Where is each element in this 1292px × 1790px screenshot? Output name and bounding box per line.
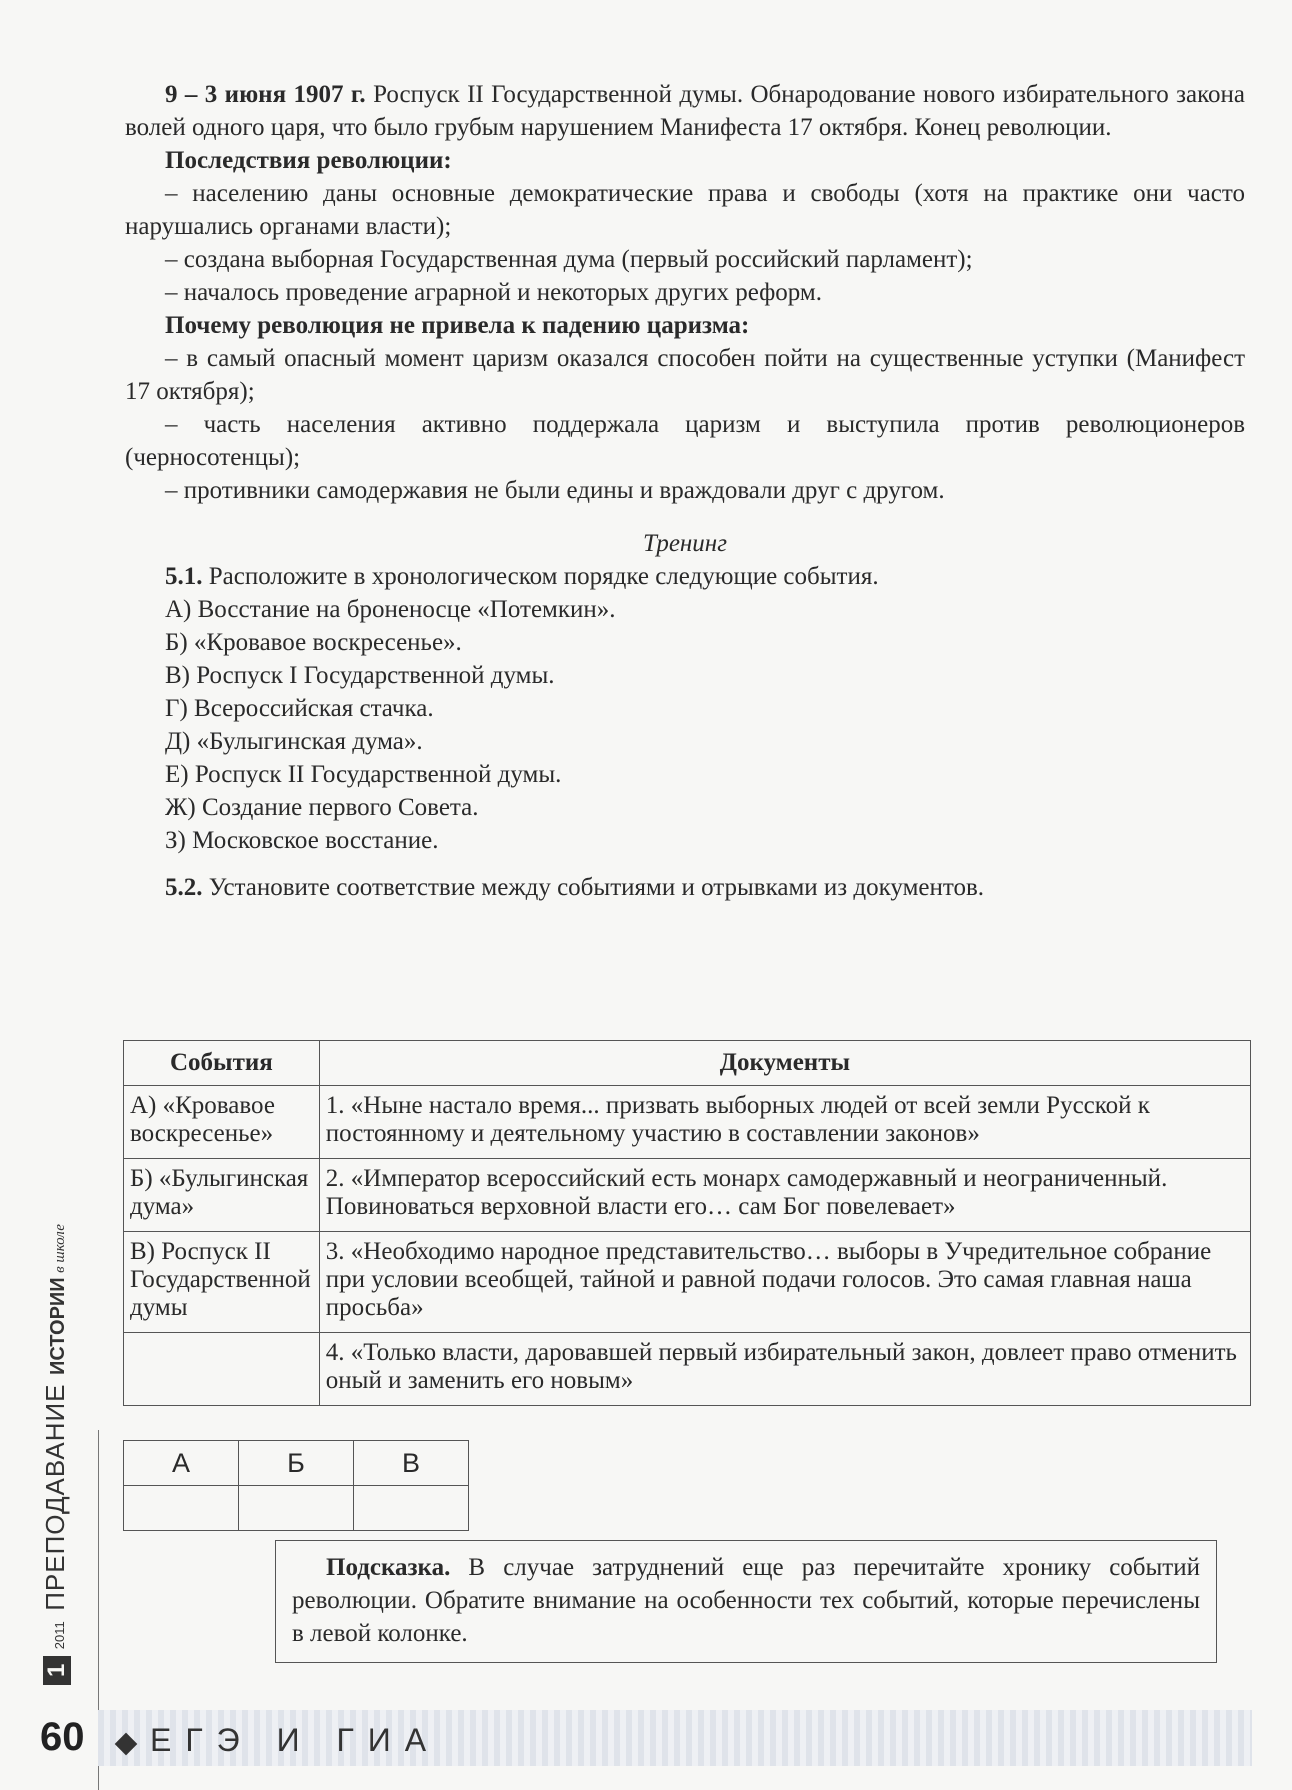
task-5-2-number: 5.2.	[165, 874, 203, 901]
table-header-documents: Документы	[319, 1041, 1250, 1086]
journal-year: 2011	[52, 1621, 67, 1650]
answer-grid	[123, 1440, 469, 1531]
consequence-item: – началось проведение аграрной и некоторых других реформ.	[165, 279, 822, 306]
answer-header-row	[124, 1441, 469, 1486]
consequences-heading: Последствия революции:	[165, 147, 452, 174]
matching-table	[123, 1040, 1251, 1406]
event-item: А) Восстание на броненосце «Потемкин».	[165, 596, 616, 623]
table-row	[124, 1159, 1251, 1232]
document-cell: 4. «Только власти, даровавшей первый избирательный закон, довлеет право отменить оный и заменить его новым»	[319, 1333, 1250, 1406]
journal-title-line1: ПРЕПОДАВАНИЕ	[40, 1383, 70, 1611]
why-item: – противники самодержавия не были едины и враждовали друг с другом.	[165, 477, 945, 504]
document-cell: 2. «Император всероссийский есть монарх самодержавный и неограниченный. Повиноваться верховной власти его… сам Бог повелевает»	[319, 1159, 1250, 1232]
event-item: Е) Роспуск II Государственной думы.	[165, 761, 562, 788]
journal-sidebar	[40, 1224, 71, 1685]
hint-text-wrapper	[292, 1551, 1200, 1650]
event-item: Д) «Булыгинская дума».	[165, 728, 423, 755]
table-row	[124, 1333, 1251, 1406]
event-cell: В) Роспуск II Государственной думы	[124, 1232, 320, 1333]
intro-paragraph	[125, 78, 1245, 144]
why-item: – часть населения активно поддержала царизм и выступила против революционеров (черносотенцы);	[125, 411, 1245, 471]
consequence-item: – создана выборная Государственная дума (первый российский парламент);	[165, 246, 973, 273]
event-item: В) Роспуск I Государственной думы.	[165, 662, 555, 689]
event-cell: А) «Кровавое воскресенье»	[124, 1086, 320, 1159]
hint-label: Подсказка.	[326, 1554, 451, 1581]
task-5-1-text: Расположите в хронологическом порядке следующие события.	[202, 563, 879, 590]
task-5-2-text: Установите соответствие между событиями и отрывками из документов.	[202, 874, 985, 901]
hint-box	[275, 1540, 1217, 1663]
answer-header-v: В	[354, 1441, 469, 1486]
event-item: З) Московское восстание.	[165, 827, 439, 854]
event-item: Г) Всероссийская стачка.	[165, 695, 434, 722]
journal-title-line3: в школе	[52, 1224, 68, 1273]
table-header-events: События	[124, 1041, 320, 1086]
event-list	[125, 593, 1245, 857]
intro-date: 9 – 3 июня 1907 г.	[165, 81, 366, 108]
answer-cell-b[interactable]	[239, 1486, 354, 1531]
intro-text: Роспуск II Государственной думы. Обнародование нового избирательного закона волей одного царя, что было грубым нарушением Манифеста 17 октября. Конец революции.	[125, 81, 1245, 141]
table-row	[124, 1086, 1251, 1159]
document-cell: 1. «Ныне настало время... призвать выборных людей от всей земли Русской к постоянному и деятельному участию в составлении законов»	[319, 1086, 1250, 1159]
table-header-row	[124, 1041, 1251, 1086]
page-number: 60	[40, 1715, 85, 1759]
answer-value-row	[124, 1486, 469, 1531]
training-title: Тренинг	[643, 530, 727, 557]
task-5-1-number: 5.1.	[165, 563, 203, 590]
event-item: Б) «Кровавое воскресенье».	[165, 629, 462, 656]
document-cell: 3. «Необходимо народное представительство… выборы в Учредительное собрание при условии всеобщей, тайной и равной подачи голосов. Это самая главная наша просьба»	[319, 1232, 1250, 1333]
event-cell	[124, 1333, 320, 1406]
consequence-item: – населению даны основные демократические права и свободы (хотя на практике они часто нарушались органами власти);	[125, 180, 1245, 240]
issue-number: 1	[43, 1656, 71, 1685]
task-5-2	[125, 871, 1245, 904]
event-cell: Б) «Булыгинская дума»	[124, 1159, 320, 1232]
event-item: Ж) Создание первого Совета.	[165, 794, 479, 821]
answer-header-b: Б	[239, 1441, 354, 1486]
section-name: ЕГЭ И ГИА	[150, 1722, 441, 1758]
answer-cell-a[interactable]	[124, 1486, 239, 1531]
why-item: – в самый опасный момент царизм оказался способен пойти на существенные уступки (Манифест 17 октября);	[125, 345, 1245, 405]
task-5-1	[125, 560, 1245, 593]
table-row	[124, 1232, 1251, 1333]
hint-text: В случае затруднений еще раз перечитайте хронику событий революции. Обратите внимание на особенности тех событий, которые перечислены в левой колонке.	[292, 1554, 1200, 1647]
why-heading: Почему революция не привела к падению царизма:	[165, 312, 750, 339]
main-text	[125, 78, 1245, 904]
answer-header-a: А	[124, 1441, 239, 1486]
answer-cell-v[interactable]	[354, 1486, 469, 1531]
journal-title-line2: ИСТОРИИ	[47, 1277, 69, 1376]
